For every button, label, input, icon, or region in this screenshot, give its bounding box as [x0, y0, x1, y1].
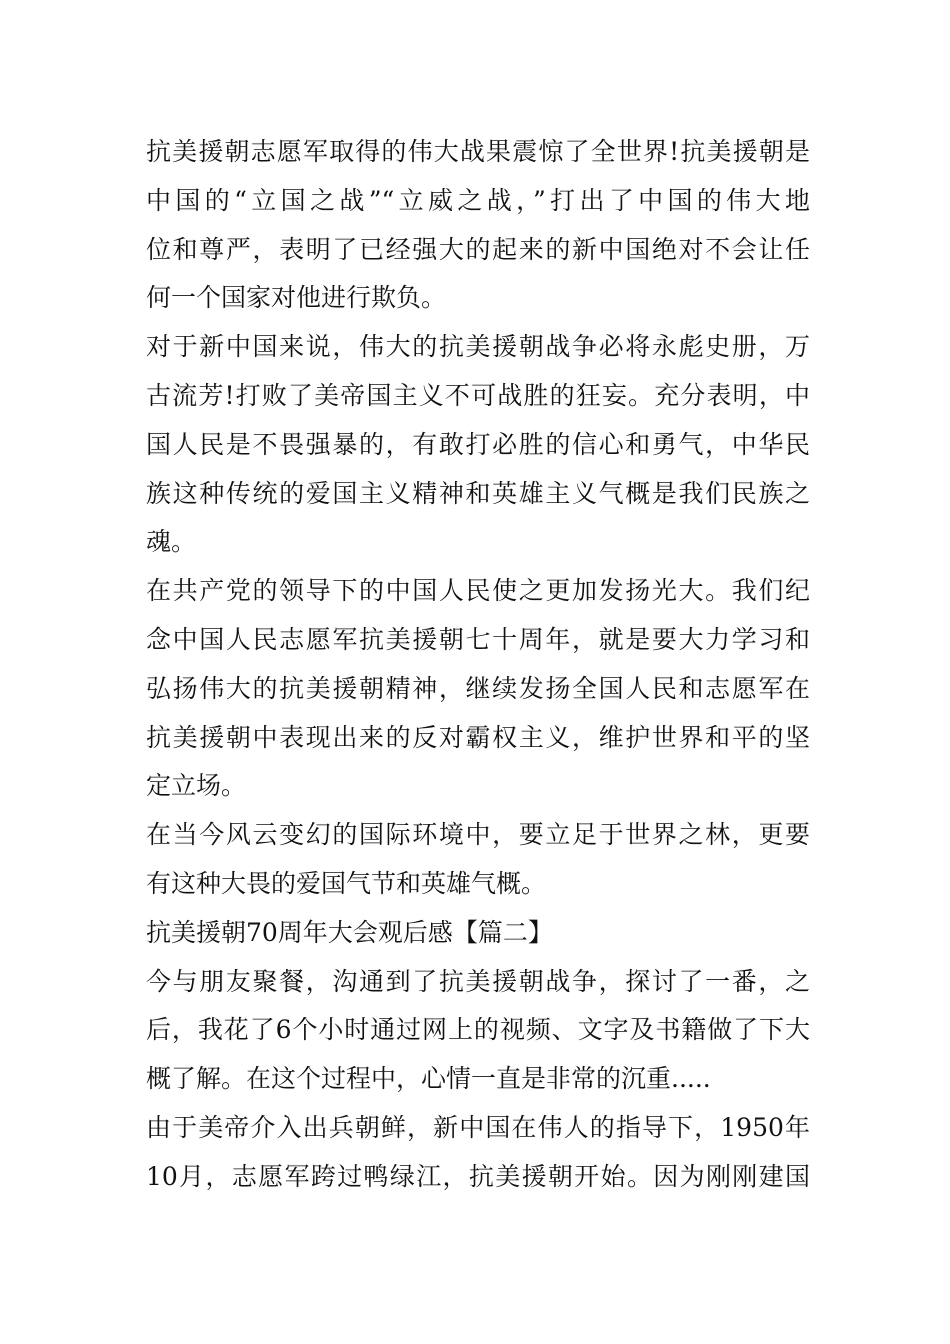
- text-line: 由于美帝介入出兵朝鲜，新中国在伟人的指导下，1950年: [146, 1112, 810, 1142]
- text-line: 弘扬伟大的抗美援朝精神，继续发扬全国人民和志愿军在: [146, 673, 810, 703]
- text-line: 古流芳!打败了美帝国主义不可战胜的狂妄。充分表明，中: [146, 380, 810, 410]
- text-line: 何一个国家对他进行欺负。: [146, 283, 447, 313]
- text-line: 中国的“立国之战”“立威之战，”打出了中国的伟大地: [146, 185, 810, 215]
- text-line: 在共产党的领导下的中国人民使之更加发扬光大。我们纪: [146, 576, 810, 606]
- text-line: 抗美援朝志愿军取得的伟大战果震惊了全世界!抗美援朝是: [146, 137, 810, 166]
- text-line: 今与朋友聚餐，沟通到了抗美援朝战争，探讨了一番，之: [146, 966, 810, 996]
- text-line: 抗美援朝中表现出来的反对霸权主义，维护世界和平的坚: [146, 722, 810, 752]
- text-line: 魂。: [146, 527, 197, 557]
- document-body: [146, 128, 810, 1202]
- text-line: 后，我花了6个小时通过网上的视频、文字及书籍做了下大: [146, 1015, 810, 1045]
- section-heading: 抗美援朝70周年大会观后感【篇二】: [146, 917, 553, 947]
- text-line: 位和尊严，表明了已经强大的起来的新中国绝对不会让任: [146, 234, 810, 264]
- text-line: 族这种传统的爱国主义精神和英雄主义气概是我们民族之: [146, 478, 810, 508]
- text-line: 念中国人民志愿军抗美援朝七十周年，就是要大力学习和: [146, 624, 810, 654]
- text-line: 对于新中国来说，伟大的抗美援朝战争必将永彪史册，万: [146, 332, 810, 362]
- text-line: 10月，志愿军跨过鸭绿江，抗美援朝开始。因为刚刚建国: [146, 1161, 810, 1191]
- text-line: 概了解。在这个过程中，心情一直是非常的沉重.....: [146, 1064, 711, 1094]
- text-line: 有这种大畏的爱国气节和英雄气概。: [146, 868, 547, 898]
- text-line: 定立场。: [146, 771, 247, 801]
- text-line: 国人民是不畏强暴的，有敢打必胜的信心和勇气，中华民: [146, 429, 810, 459]
- text-line: 在当今风云变幻的国际环境中，要立足于世界之林，更要: [146, 820, 810, 850]
